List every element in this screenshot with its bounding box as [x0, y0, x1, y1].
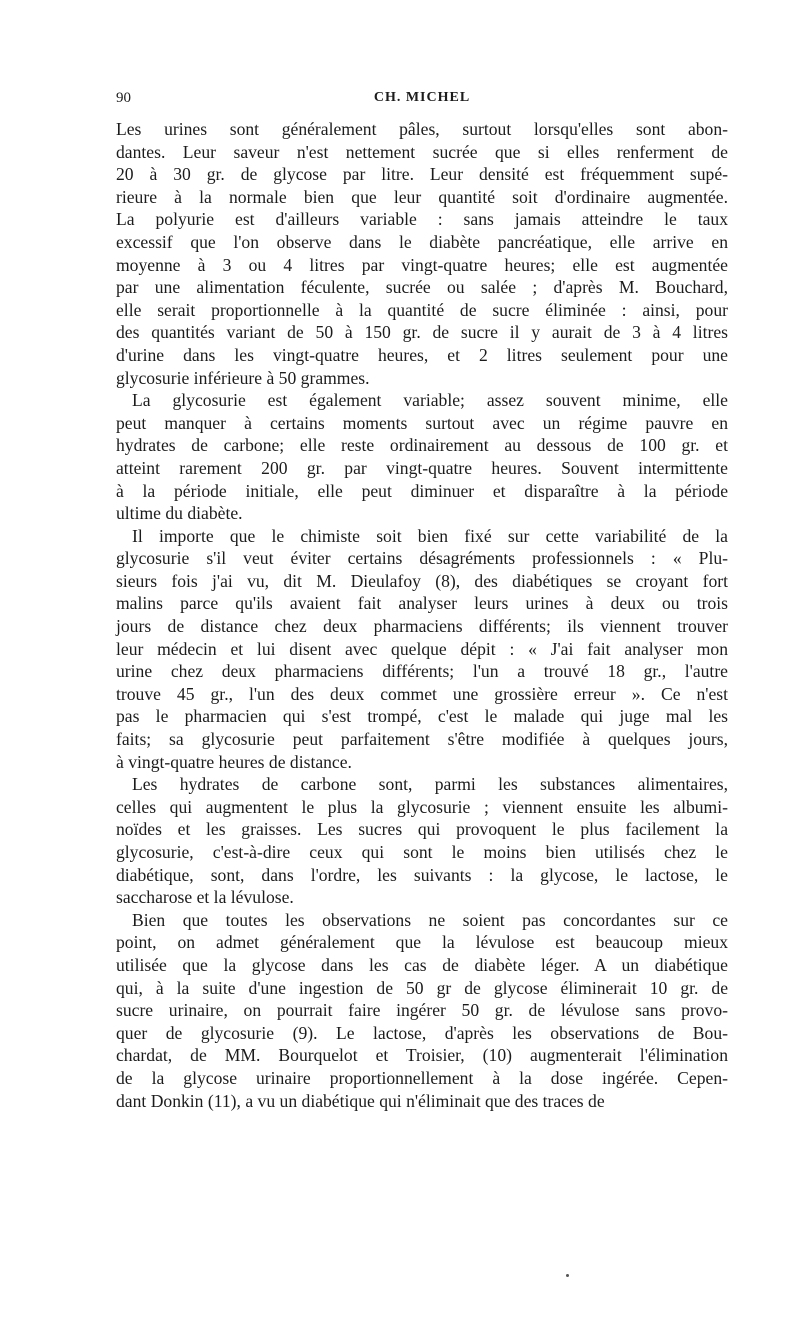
text-line: glycosurie s'il veut éviter certains désagréments professionnels : « Plu-	[116, 548, 728, 569]
text-line: Il importe que le chimiste soit bien fixé sur cette variabilité de la	[132, 525, 728, 546]
text-line: moyenne à 3 ou 4 litres par vingt-quatre heures; elle est augmentée	[116, 254, 728, 275]
text-line: jours de distance chez deux pharmaciens différents; ils viennent trouver	[116, 616, 728, 637]
text-line: des quantités variant de 50 à 150 gr. de sucre il y aurait de 3 à 4 litres	[116, 322, 728, 343]
text-line: qui, à la suite d'une ingestion de 50 gr de glycose éliminerait 10 gr. de	[116, 977, 728, 998]
text-line: excessif que l'on observe dans le diabète pancréatique, elle arrive en	[116, 231, 728, 252]
text-line: trouve 45 gr., l'un des deux commet une grossière erreur ». Ce n'est	[116, 683, 728, 704]
paragraph-levulose	[116, 909, 728, 1112]
text-line: de la glycose urinaire proportionnellement à la dose ingérée. Cepen-	[116, 1067, 728, 1088]
text-line: sieurs fois j'ai vu, dit M. Dieulafoy (8), des diabétiques se croyant fort	[116, 570, 728, 591]
running-title: CH. MICHEL	[373, 90, 471, 105]
text-line: d'urine dans les vingt-quatre heures, et 2 litres seulement pour une	[116, 344, 728, 365]
paragraph-glycosurie	[116, 389, 728, 525]
text-line: elle serait proportionnelle à la quantité de sucre éliminée : ainsi, pour	[116, 299, 728, 320]
paragraph-hydrates	[116, 773, 728, 909]
text-line: chardat, de MM. Bourquelot et Troisier, (10) augmenterait l'élimination	[116, 1045, 728, 1066]
text-line: pas le pharmacien qui s'est trompé, c'est le malade qui juge mal les	[116, 706, 728, 727]
text-line: glycosurie, c'est-à-dire ceux qui sont le moins bien utilisés chez le	[116, 842, 728, 862]
text-line: sucre urinaire, on pourrait faire ingérer 50 gr. de lévulose sans provo-	[116, 1000, 728, 1021]
text-line: dantes. Leur saveur n'est nettement sucrée que si elles renferment de	[116, 141, 728, 162]
text-line: peut manquer à certains moments surtout avec un régime pauvre en	[116, 412, 728, 433]
text-line: saccharose et la lévulose.	[116, 887, 294, 908]
running-head	[116, 90, 728, 118]
text-line: glycosurie inférieure à 50 grammes.	[116, 367, 370, 388]
text-line: à vingt-quatre heures de distance.	[116, 751, 352, 772]
text-line: Les urines sont généralement pâles, surtout lorsqu'elles sont abon-	[116, 119, 728, 139]
text-line: par une alimentation féculente, sucrée ou salée ; d'après M. Bouchard,	[116, 277, 728, 298]
page-number: 90	[116, 90, 131, 106]
text-line: 20 à 30 gr. de glycose par litre. Leur densité est fréquemment supé-	[116, 164, 728, 185]
text-line: La polyurie est d'ailleurs variable : sans jamais atteindre le taux	[116, 209, 728, 230]
text-line: hydrates de carbone; elle reste ordinairement au dessous de 100 gr. et	[116, 435, 728, 456]
text-line: dant Donkin (11), a vu un diabétique qui n'éliminait que des traces de	[116, 1090, 605, 1111]
text-line: atteint rarement 200 gr. par vingt-quatre heures. Souvent intermittente	[116, 457, 728, 478]
text-line: utilisée que la glycose dans les cas de diabète léger. A un diabétique	[116, 954, 728, 975]
text-line: leur médecin et lui disent avec quelque dépit : « J'ai fait analyser mon	[116, 638, 728, 659]
text-line: urine chez deux pharmaciens différents; l'un a trouvé 18 gr., l'autre	[116, 661, 728, 682]
text-line: ultime du diabète.	[116, 503, 243, 524]
ink-speck	[566, 1274, 569, 1277]
book-page	[116, 90, 728, 1112]
paragraph-variabilite	[116, 525, 728, 774]
text-line: diabétique, sont, dans l'ordre, les suivants : la glycose, le lactose, le	[116, 864, 728, 885]
text-line: à la période initiale, elle peut diminuer et disparaître à la période	[116, 480, 728, 501]
text-line: noïdes et les graisses. Les sucres qui provoquent le plus facilement la	[116, 819, 728, 840]
text-line: rieure à la normale bien que leur quantité soit d'ordinaire augmentée.	[116, 186, 728, 207]
text-line: point, on admet généralement que la lévulose est beaucoup mieux	[116, 932, 728, 953]
text-line: malins parce qu'ils avaient fait analyser leurs urines à deux ou trois	[116, 593, 728, 614]
text-line: quer de glycosurie (9). Le lactose, d'après les observations de Bou-	[116, 1022, 728, 1043]
text-line: celles qui augmentent le plus la glycosurie ; viennent ensuite les albumi-	[116, 796, 728, 817]
text-line: faits; sa glycosurie peut parfaitement s'être modifiée à quelques jours,	[116, 729, 728, 750]
paragraph-urines	[116, 118, 728, 389]
text-line: La glycosurie est également variable; assez souvent minime, elle	[132, 390, 728, 411]
text-line: Les hydrates de carbone sont, parmi les substances alimentaires,	[132, 774, 728, 795]
text-line: Bien que toutes les observations ne soient pas concordantes sur ce	[132, 909, 728, 930]
